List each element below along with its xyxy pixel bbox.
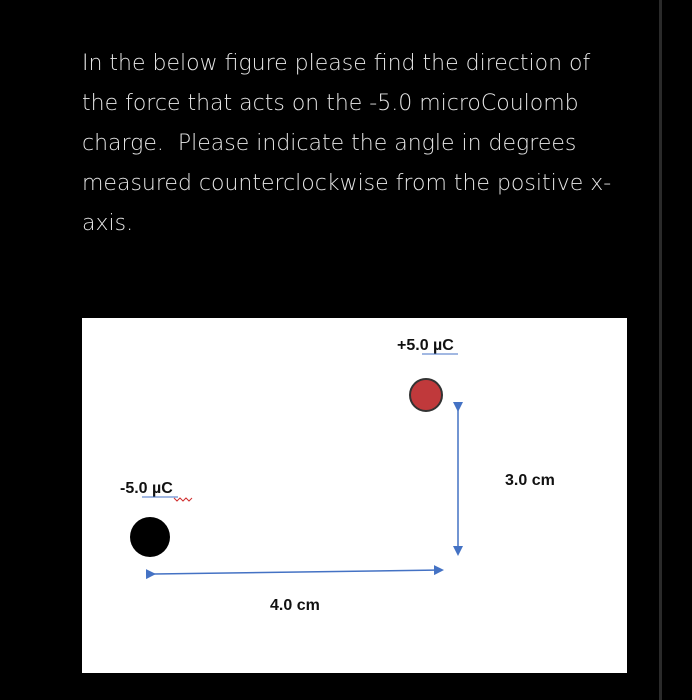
scrollbar-track xyxy=(659,0,662,700)
spellcheck-squiggle xyxy=(174,498,192,501)
positive-charge-label: +5.0 µC xyxy=(397,337,454,354)
horizontal-distance-label: 4.0 cm xyxy=(270,597,320,614)
question-text: In the below figure please find the direction of the force that acts on the -5.0 microCoulomb charge. Please indicate the angle in degrees measured counterclockwise from the positive x-axis. xyxy=(82,51,612,236)
horizontal-distance-arrow xyxy=(154,570,442,574)
positive-charge xyxy=(410,379,442,411)
charge-diagram-svg xyxy=(82,318,627,673)
charge-diagram xyxy=(82,318,627,673)
negative-charge xyxy=(130,517,170,557)
negative-charge-label: -5.0 µC xyxy=(120,480,173,497)
vertical-distance-label: 3.0 cm xyxy=(505,472,555,489)
